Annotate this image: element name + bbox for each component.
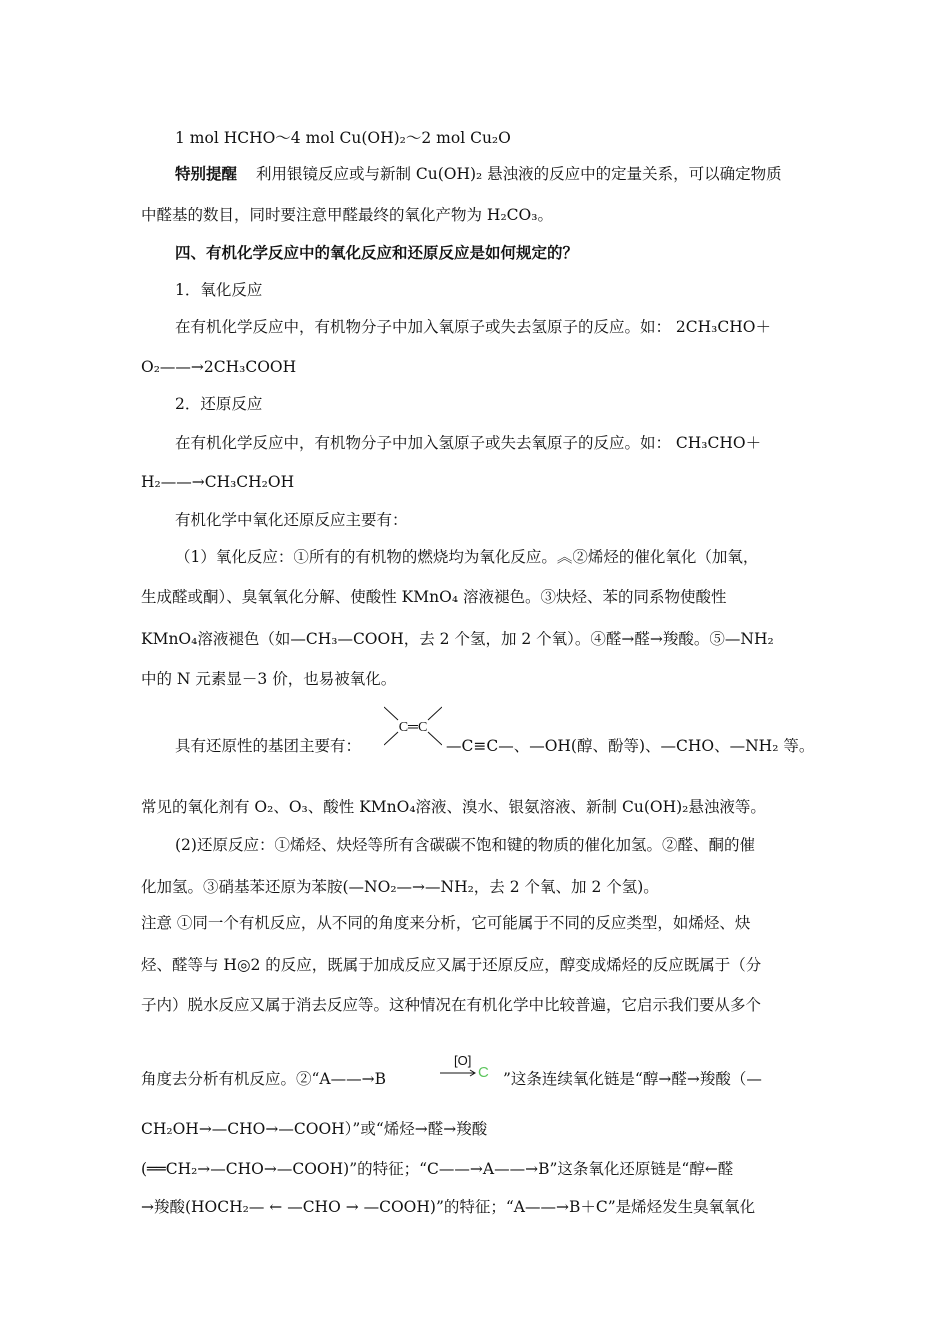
common-oxidants: 常见的氧化剂有 O₂、O₃、酸性 KMnO₄溶液、溴水、银氨溶液、新制 Cu(OH)₂悬浊液等。 (141, 798, 766, 816)
reduction-list-1: (2)还原反应：①烯烃、炔烃等所有含碳碳不饱和键的物质的催化加氢。②醛、酮的催 (175, 836, 755, 854)
note-line-4-pre: 角度去分析有机反应。②“A——→B (141, 1070, 386, 1088)
reducing-groups-post: —C≡C—、—OH(醇、酚等)、—CHO、—NH₂ 等。 (446, 737, 815, 755)
special-note-label: 特别提醒 (175, 164, 238, 183)
special-note-cont: 中醛基的数目，同时要注意甲醛最终的氧化产物为 H₂CO₃。 (141, 206, 553, 224)
note-line-4-post: ”这条连续氧化链是“醇→醛→羧酸（— (503, 1070, 762, 1088)
oxidation-list-3: KMnO₄溶液褪色（如—CH₃—COOH，去 2 个氢，加 2 个氧）。④醛→醛→羧酸。⑤—NH₂ (141, 630, 774, 648)
line-quantity: 1 mol HCHO～4 mol Cu(OH)₂～2 mol Cu₂O (175, 129, 511, 147)
oxidation-list-2: 生成醛或酮）、臭氧氧化分解、使酸性 KMnO₄ 溶液褪色。③炔烃、苯的同系物使酸性 (141, 588, 727, 606)
oxidation-arrow-icon (440, 1053, 500, 1083)
note-line-5: CH₂OH→—CHO→—COOH）”或“烯烃→醛→羧酸 (141, 1120, 488, 1138)
note-line-3: 子内）脱水反应又属于消去反应等。这种情况在有机化学中比较普遍，它启示我们要从多个 (141, 996, 762, 1014)
note-line-2: 烃、醛等与 H◎2 的反应，既属于加成反应又属于还原反应，醇变成烯烃的反应既属于（分 (141, 956, 762, 974)
note-line-1: 注意 ①同一个有机反应，从不同的角度来分析，它可能属于不同的反应类型，如烯烃、炔 (141, 914, 751, 932)
special-note-line (175, 164, 782, 184)
note-line-7: →羧酸(HOCH₂— ← —CHO → —COOH)”的特征；“A——→B＋C”是烯烃发生臭氧氧化 (141, 1198, 756, 1216)
reducing-groups-pre: 具有还原性的基团主要有： (175, 737, 362, 755)
reduction-def: 在有机化学反应中，有机物分子中加入氢原子或失去氧原子的反应。如： CH₃CHO＋ (175, 434, 762, 452)
reduction-list-2: 化加氢。③硝基苯还原为苯胺(—NO₂—→—NH₂，去 2 个氧、加 2 个氢)。 (141, 878, 659, 896)
oxidation-eq: O₂——→2CH₃COOH (141, 358, 297, 376)
arrow-product-c: C (478, 1064, 489, 1081)
alkene-structure-icon (384, 705, 442, 747)
oxidation-list-1: （1）氧化反应：①所有的有机物的燃烧均为氧化反应。︽②烯烃的催化氧化（加氧， (175, 548, 759, 566)
oxidation-def: 在有机化学反应中，有机物分子中加入氧原子或失去氢原子的反应。如： 2CH₃CHO＋ (175, 318, 771, 336)
subsection-reduction: 2．还原反应 (175, 395, 263, 413)
redox-intro: 有机化学中氧化还原反应主要有： (175, 511, 408, 529)
special-note-text: 利用银镜反应或与新制 Cu(OH)₂ 悬浊液的反应中的定量关系，可以确定物质 (255, 165, 782, 183)
note-line-6: (══CH₂→—CHO→—COOH)”的特征；“C——→A——→B”这条氧化还原链是“醇←醛 (141, 1160, 734, 1178)
arrow-label-bracket: [O] (454, 1053, 472, 1068)
section-heading-4: 四、有机化学反应中的氧化反应和还原反应是如何规定的？ (175, 243, 579, 262)
reduction-eq: H₂——→CH₃CH₂OH (141, 473, 295, 491)
alkene-cc-label: C═C (398, 720, 428, 735)
oxidation-list-4: 中的 N 元素显－3 价，也易被氧化。 (141, 670, 397, 688)
subsection-oxidation: 1．氧化反应 (175, 281, 263, 299)
